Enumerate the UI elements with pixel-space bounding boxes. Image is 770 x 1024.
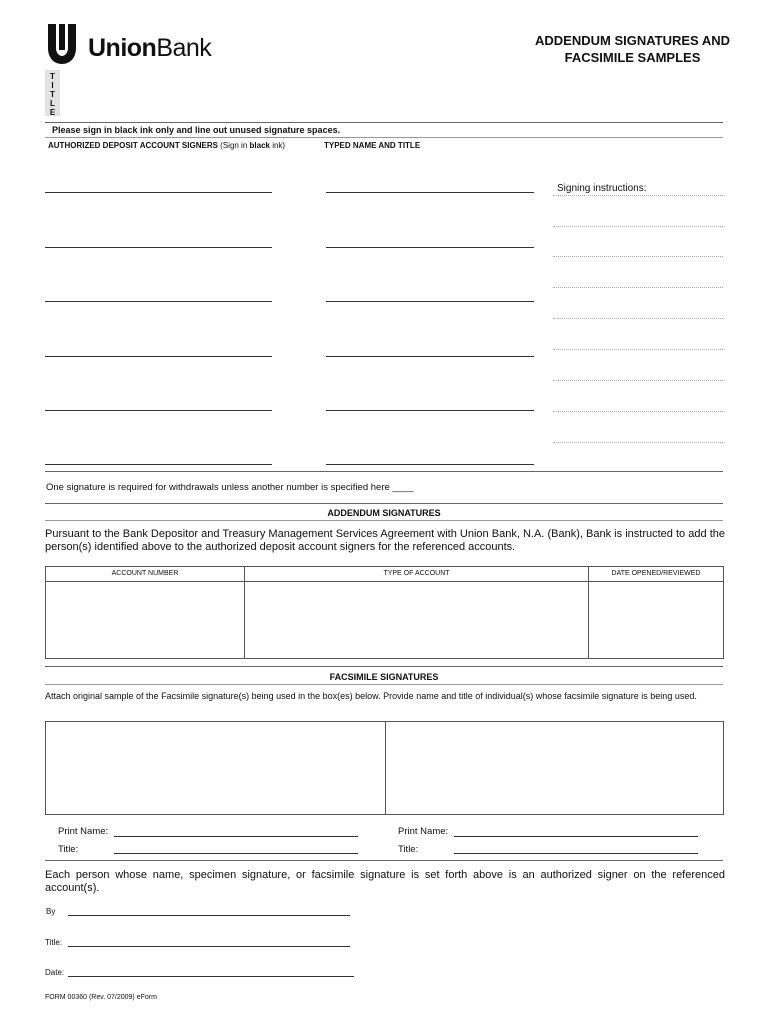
title-line-left[interactable] — [114, 853, 358, 854]
certification-title-label: Title: — [45, 938, 63, 947]
account-number-cell[interactable] — [45, 581, 245, 659]
title-line-right[interactable] — [454, 853, 698, 854]
brand-name: UnionBank — [88, 34, 212, 62]
form-id: FORM 00360 (Rev. 07/2009) eForm — [45, 994, 157, 1001]
date-opened-header: DATE OPENED/REVIEWED — [588, 566, 724, 582]
facsimile-paragraph: Attach original sample of the Facsimile signature(s) being used in the box(es) below. Provide name and title of individual(s) whose facsimile signature is being used. — [45, 691, 697, 701]
instructions-line[interactable] — [553, 195, 723, 196]
print-name-line-left[interactable] — [114, 836, 358, 837]
instructions-line[interactable] — [553, 411, 723, 412]
divider — [45, 503, 723, 504]
certification-paragraph: Each person whose name, specimen signature, or facsimile signature is set forth above is an authorized signer on the referenced account(s). — [45, 869, 725, 894]
date-opened-cell[interactable] — [588, 581, 724, 659]
divider — [45, 684, 723, 685]
divider — [45, 666, 723, 667]
print-name-label-left: Print Name: — [58, 826, 109, 837]
sign-note: Please sign in black ink only and line out unused signature spaces. — [52, 125, 341, 135]
account-type-header: TYPE OF ACCOUNT — [244, 566, 589, 582]
divider — [45, 122, 723, 123]
signers-column-header: AUTHORIZED DEPOSIT ACCOUNT SIGNERS (Sign in black ink) — [48, 141, 286, 150]
by-line[interactable] — [68, 915, 350, 916]
account-type-cell[interactable] — [244, 581, 589, 659]
typed-name-line[interactable] — [326, 410, 534, 411]
date-label: Date: — [45, 968, 65, 977]
print-name-label-right: Print Name: — [398, 826, 449, 837]
facsimile-box-left[interactable] — [45, 721, 386, 815]
title-side-label: T I T L E — [45, 70, 60, 116]
typed-name-line[interactable] — [326, 247, 534, 248]
instructions-line[interactable] — [553, 442, 723, 443]
signature-line[interactable] — [45, 410, 272, 411]
typed-name-line[interactable] — [326, 192, 534, 193]
divider — [45, 137, 723, 138]
instructions-line[interactable] — [553, 349, 723, 350]
typed-name-line[interactable] — [326, 301, 534, 302]
typed-name-column-header: TYPED NAME AND TITLE — [324, 141, 421, 150]
instructions-line[interactable] — [553, 226, 723, 227]
account-number-header: ACCOUNT NUMBER — [45, 566, 245, 582]
facsimile-box-right[interactable] — [385, 721, 724, 815]
signature-line[interactable] — [45, 464, 272, 465]
addendum-heading: ADDENDUM SIGNATURES — [327, 508, 441, 518]
signature-line[interactable] — [45, 247, 272, 248]
divider — [45, 860, 723, 861]
title-label-left: Title: — [58, 844, 79, 855]
date-line[interactable] — [68, 976, 354, 977]
certification-title-line[interactable] — [68, 946, 350, 947]
page-title: ADDENDUM SIGNATURES AND FACSIMILE SAMPLES — [535, 33, 730, 65]
signature-line[interactable] — [45, 356, 272, 357]
title-label-right: Title: — [398, 844, 419, 855]
instructions-line[interactable] — [553, 318, 723, 319]
by-label: By — [46, 907, 56, 916]
print-name-line-right[interactable] — [454, 836, 698, 837]
divider — [45, 471, 723, 472]
addendum-paragraph: Pursuant to the Bank Depositor and Treasury Management Services Agreement with Union Bank, N.A. (Bank), Bank is instructed to add the person(s) identified above to the authorized deposit account signers for the referenced accounts. — [45, 528, 725, 553]
union-bank-logo-icon — [46, 24, 78, 64]
facsimile-heading: FACSIMILE SIGNATURES — [329, 672, 439, 682]
instructions-line[interactable] — [553, 380, 723, 381]
instructions-line[interactable] — [553, 256, 723, 257]
signature-line[interactable] — [45, 192, 272, 193]
typed-name-line[interactable] — [326, 464, 534, 465]
signature-line[interactable] — [45, 301, 272, 302]
signature-count-text: One signature is required for withdrawals unless another number is specified here ____ — [46, 482, 414, 493]
signing-instructions-label: Signing instructions: — [557, 183, 647, 194]
instructions-line[interactable] — [553, 287, 723, 288]
typed-name-line[interactable] — [326, 356, 534, 357]
divider — [45, 520, 723, 521]
